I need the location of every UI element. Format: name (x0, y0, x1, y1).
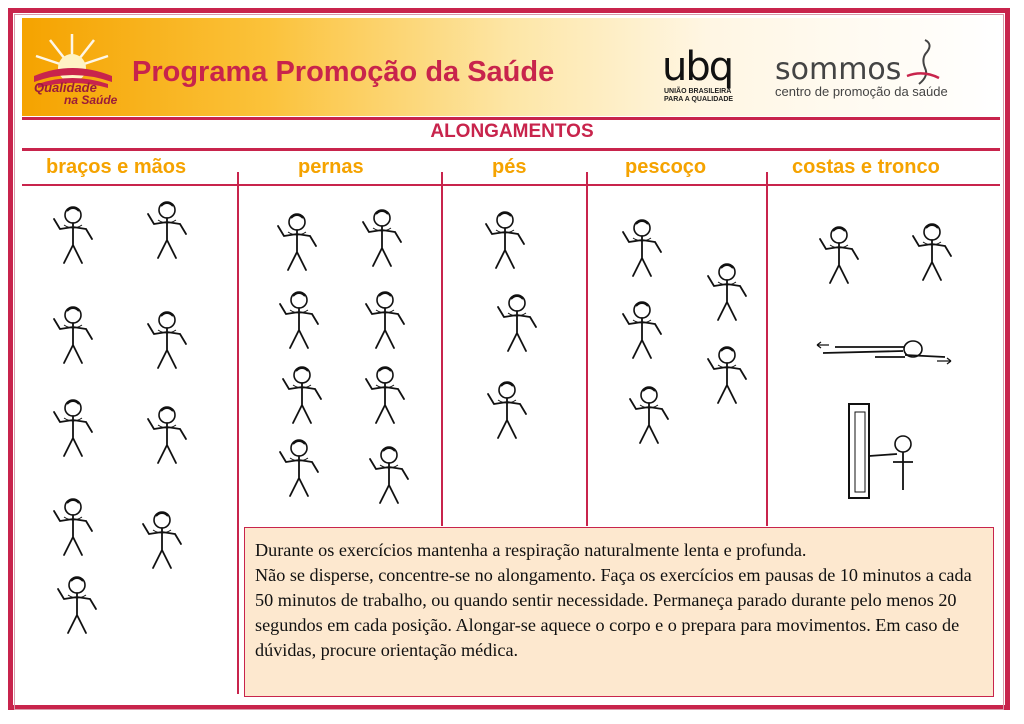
column-divider-3 (586, 172, 588, 526)
stretch-figure-icon (355, 208, 409, 270)
stretch-figure-icon (905, 222, 959, 284)
stretch-figure-icon (46, 398, 100, 460)
stretch-figure-icon (46, 205, 100, 267)
stretch-figure-icon (362, 445, 416, 507)
title-top-rule (22, 117, 1000, 120)
stretch-figure-icon (272, 290, 326, 352)
stretch-figure-icon (615, 300, 669, 362)
stretch-figure-icon (46, 497, 100, 559)
title-bottom-rule (22, 148, 1000, 151)
stretch-figure-icon (275, 365, 329, 427)
sommos-subtitle: centro de promoção da saúde (775, 84, 948, 99)
stretch-figure-icon (812, 225, 866, 287)
category-neck: pescoço (625, 156, 707, 178)
stretch-figure-icon (140, 405, 194, 467)
column-divider-4 (766, 172, 768, 526)
category-back-trunk: costas e tronco (792, 156, 940, 178)
stretch-figure-icon (622, 385, 676, 447)
category-legs: pernas (298, 156, 364, 178)
stretch-figure-icon (135, 510, 189, 572)
ubq-subtitle-line1: UNIÃO BRASILEIRA (664, 88, 732, 95)
column-divider-1 (237, 172, 239, 694)
logo-text-line1: Qualidade (34, 80, 97, 95)
stretch-figure-icon (615, 218, 669, 280)
section-title: ALONGAMENTOS (430, 121, 594, 142)
logo-text-line2: na Saúde (64, 93, 118, 107)
stretch-figure-icon (358, 290, 412, 352)
stretch-figure-icon (46, 305, 100, 367)
breathing-note (244, 527, 994, 697)
stretch-figure-icon (50, 575, 104, 637)
ubq-logo: ubq (662, 44, 733, 90)
note-line-1: Durante os exercícios mantenha a respiração naturalmente lenta e profunda. (255, 540, 807, 560)
stretch-figure-icon (140, 310, 194, 372)
page-title: Programa Promoção da Saúde (132, 56, 555, 88)
stretch-figure-icon (272, 438, 326, 500)
stretch-figure-icon (700, 262, 754, 324)
stretch-figure-icon (490, 293, 544, 355)
stretch-figure-icon (478, 210, 532, 272)
category-bottom-rule (22, 184, 1000, 186)
ubq-subtitle-line2: PARA A QUALIDADE (664, 96, 734, 103)
leaf-mark-icon (905, 38, 941, 88)
stretch-figure-icon (815, 335, 955, 369)
stretch-figure-icon (845, 400, 925, 500)
note-paragraph: Não se disperse, concentre-se no alongamento. Faça os exercícios em pausas de 10 minutos a cada 50 minutos de trabalho, ou quando sentir necessidade. Permaneça parado durante pelo menos 20 segundos em cada posição. Alongar-se aquece o corpo e o prepara para movimentos. Em caso de dúvidas, procure orientação médica. (255, 565, 972, 660)
category-arms-hands: braços e mãos (46, 156, 187, 178)
stretch-figure-icon (480, 380, 534, 442)
sommos-logo: sommos (775, 52, 902, 87)
stretch-figure-icon (358, 365, 412, 427)
column-divider-2 (441, 172, 443, 526)
stretch-figure-icon (270, 212, 324, 274)
category-feet: pés (492, 156, 527, 178)
stretch-figure-icon (140, 200, 194, 262)
stretch-figure-icon (700, 345, 754, 407)
